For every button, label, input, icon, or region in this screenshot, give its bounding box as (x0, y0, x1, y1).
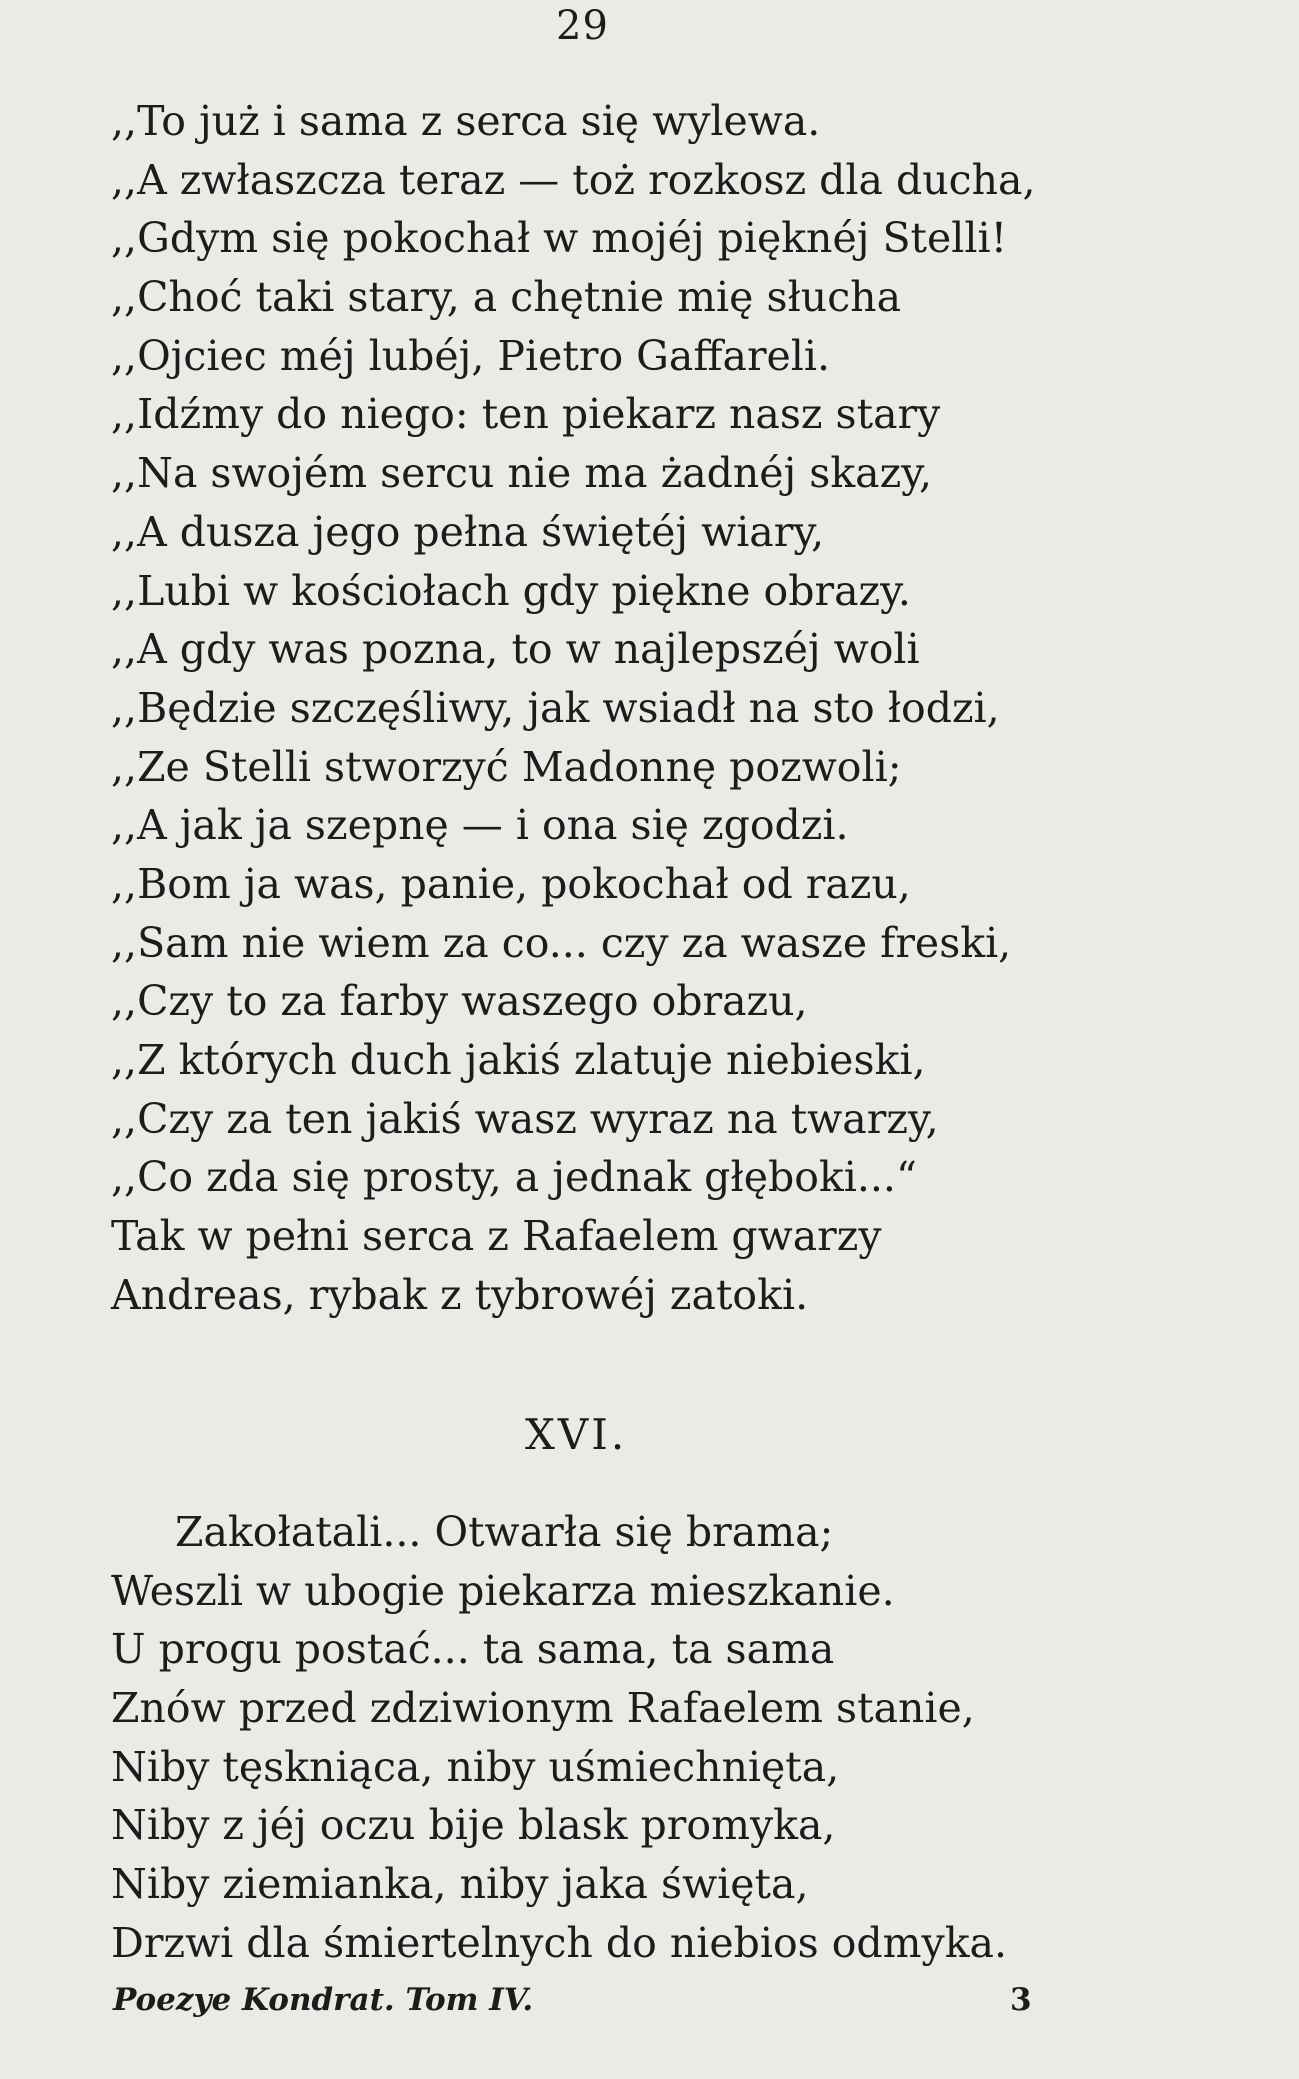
stanza-2 (111, 1503, 1251, 1973)
verse-line: ,,Na swojém sercu nie ma żadnéj skazy, (111, 449, 932, 498)
verse-line: ,,To już i sama z serca się wylewa. (111, 97, 821, 145)
verse-line: ,,Sam nie wiem za co... czy za wasze freski, (111, 918, 1012, 967)
verse-line: Niby ziemianka, niby jaka święta, (111, 1860, 809, 1909)
verse-line: ,,Będzie szczęśliwy, jak wsiadł na sto łodzi, (111, 683, 1000, 732)
verse-line: U progu postać... ta sama, ta sama (111, 1625, 835, 1674)
verse-line: ,,A jak ja szepnę — i ona się zgodzi. (111, 801, 849, 850)
verse-line: ,,Idźmy do niego: ten piekarz nasz stary (111, 390, 941, 439)
verse-line: Drzwi dla śmiertelnych do niebios odmyka. (111, 1918, 1008, 1967)
section-heading: XVI. (525, 1410, 628, 1459)
verse-line: ,,Bom ja was, panie, pokochał od razu, (111, 859, 911, 908)
verse-line: ,,Choć taki stary, a chętnie mię słucha (111, 273, 902, 322)
verse-line: Zakołatali... Otwarła się brama; (175, 1508, 834, 1556)
verse-line: Andreas, rybak z tybrowéj zatoki. (111, 1270, 809, 1319)
page-number: 29 (556, 3, 609, 49)
verse-line: Znów przed zdziwionym Rafaelem stanie, (111, 1684, 975, 1733)
verse-line: ,,Z których duch jakiś zlatuje niebieski, (111, 1036, 926, 1084)
verse-line: ,,Co zda się prosty, a jednak głęboki...“ (111, 1153, 917, 1202)
verse-line: ,,A dusza jego pełna świętéj wiary, (111, 507, 825, 556)
verse-line: ,,Czy za ten jakiś wasz wyraz na twarzy, (111, 1094, 939, 1143)
verse-line: Niby tęskniąca, niby uśmiechnięta, (111, 1742, 840, 1791)
verse-line: ,,A zwłaszcza teraz — toż rozkosz dla ducha, (111, 155, 1036, 204)
signature-mark: 3 (1010, 1982, 1032, 2018)
verse-line: ,,Lubi w kościołach gdy piękne obrazy. (111, 566, 911, 615)
stanza-1 (111, 92, 1251, 1324)
verse-line: Weszli w ubogie piekarza mieszkanie. (111, 1566, 895, 1615)
verse-line: Tak w pełni serca z Rafaelem gwarzy (111, 1212, 882, 1261)
verse-line: ,,Czy to za farby waszego obrazu, (111, 977, 808, 1026)
verse-line: ,,Ojciec méj lubéj, Pietro Gaffareli. (111, 331, 831, 380)
verse-line: ,,Gdym się pokochał w mojéj pięknéj Stelli! (111, 214, 1008, 263)
verse-line: ,,A gdy was pozna, to w najlepszéj woli (111, 625, 920, 674)
verse-line: Niby z jéj oczu bije blask promyka, (111, 1801, 836, 1850)
footer-book-title: Poezye Kondrat. Tom IV. (113, 1982, 534, 2018)
verse-line: ,,Ze Stelli stworzyć Madonnę pozwoli; (111, 742, 902, 791)
